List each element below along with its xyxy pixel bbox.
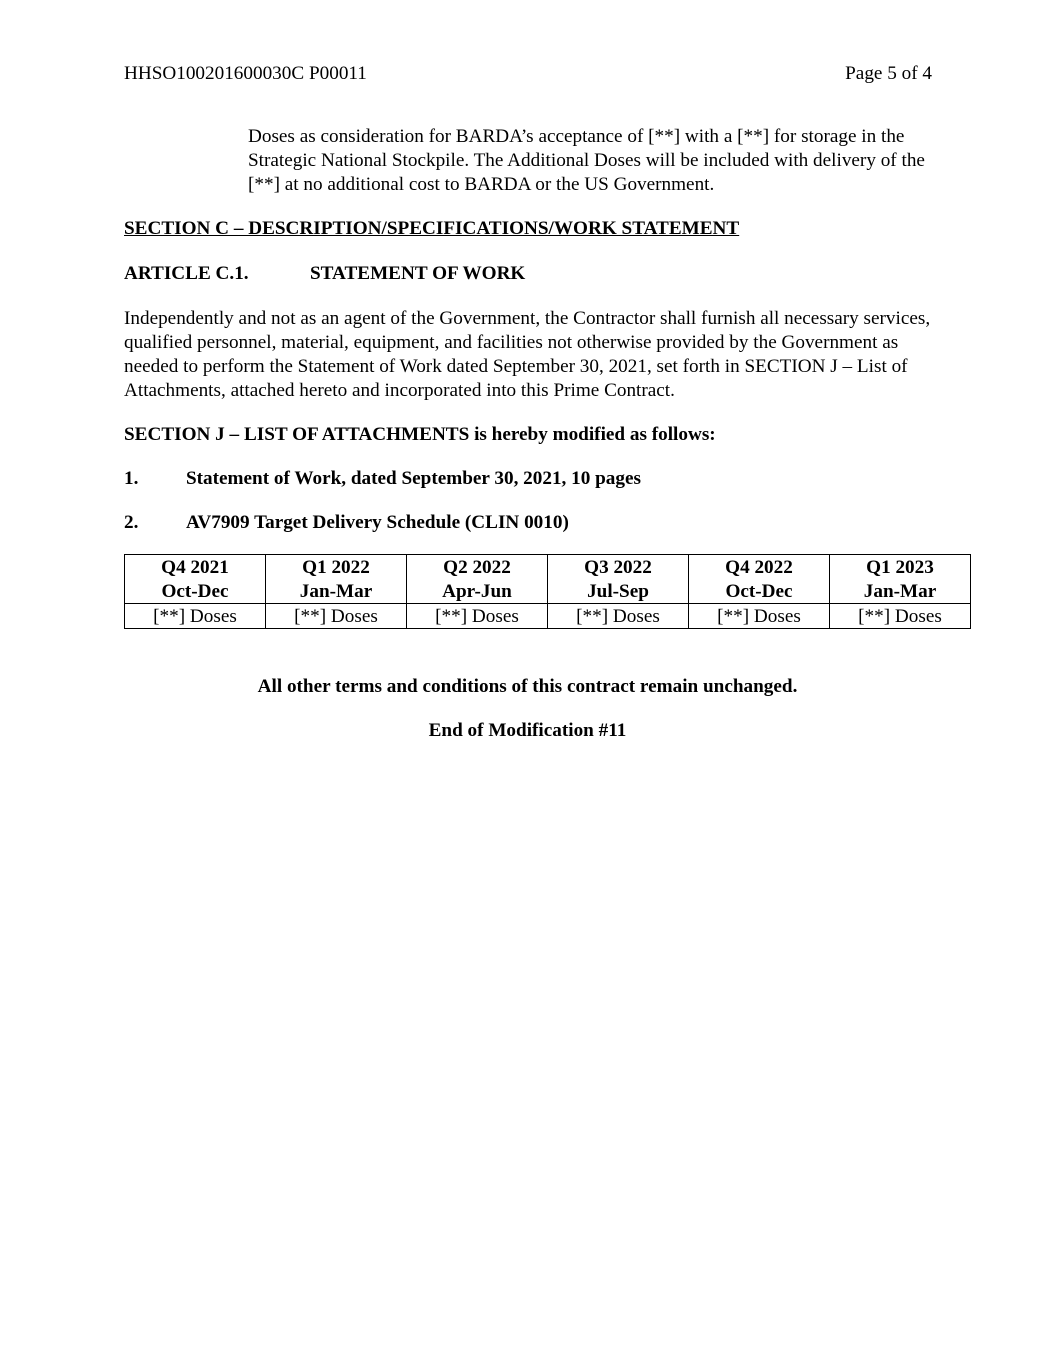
quarter-header: Q1 2023: [830, 555, 971, 580]
section-j-heading: SECTION J – LIST OF ATTACHMENTS is hereby modified as follows:: [124, 424, 716, 445]
month-range-header: Apr-Jun: [407, 579, 548, 604]
doses-cell: [**] Doses: [830, 604, 971, 629]
month-range-header: Jul-Sep: [548, 579, 689, 604]
quarter-header: Q4 2021: [125, 555, 266, 580]
attachment-item: [124, 511, 569, 535]
attachment-number: 1.: [124, 468, 139, 489]
attachment-number: 2.: [124, 512, 139, 533]
doses-cell: [**] Doses: [548, 604, 689, 629]
quarter-header: Q1 2022: [266, 555, 407, 580]
end-of-modification: End of Modification #11: [428, 720, 627, 741]
page-header: [124, 63, 932, 85]
month-range-header: Oct-Dec: [689, 579, 830, 604]
delivery-schedule-table: [124, 554, 971, 629]
doses-cell: [**] Doses: [125, 604, 266, 629]
attachment-text: Statement of Work, dated September 30, 2021, 10 pages: [186, 468, 641, 489]
doses-cell: [**] Doses: [266, 604, 407, 629]
doses-cell: [**] Doses: [689, 604, 830, 629]
attachment-item: [124, 467, 641, 491]
doses-cell: [**] Doses: [407, 604, 548, 629]
article-heading: [124, 262, 525, 286]
quarter-header: Q4 2022: [689, 555, 830, 580]
quarter-header: Q3 2022: [548, 555, 689, 580]
article-title: STATEMENT OF WORK: [310, 263, 526, 284]
statement-of-work-paragraph: Independently and not as an agent of the Government, the Contractor shall furnish all necessary services, qualified personnel, material, equipment, and facilities not otherwise provided by the Government as needed to perform the Statement of Work dated September 30, 2021, set forth in SECTION J – List of Attachments, attached hereto and incorporated into this Prime Contract.: [124, 308, 931, 401]
month-range-header: Jan-Mar: [266, 579, 407, 604]
section-c-heading: SECTION C – DESCRIPTION/SPECIFICATIONS/WORK STATEMENT: [124, 218, 740, 239]
table-subheader-row: [125, 579, 971, 604]
closing-statement: All other terms and conditions of this contract remain unchanged.: [257, 676, 798, 697]
month-range-header: Oct-Dec: [125, 579, 266, 604]
month-range-header: Jan-Mar: [830, 579, 971, 604]
page-number: Page 5 of 4: [845, 63, 932, 84]
contract-number: HHSO100201600030C P00011: [124, 63, 367, 84]
attachment-text: AV7909 Target Delivery Schedule (CLIN 0010): [186, 512, 569, 533]
article-number: ARTICLE C.1.: [124, 263, 249, 284]
intro-paragraph: Doses as consideration for BARDA’s acceptance of [**] with a [**] for storage in the Strategic National Stockpile. The Additional Doses will be included with delivery of the [**] at no additional cost to BARDA or the US Government.: [248, 126, 925, 195]
table-header-row: [125, 555, 971, 580]
table-row: [125, 604, 971, 629]
quarter-header: Q2 2022: [407, 555, 548, 580]
